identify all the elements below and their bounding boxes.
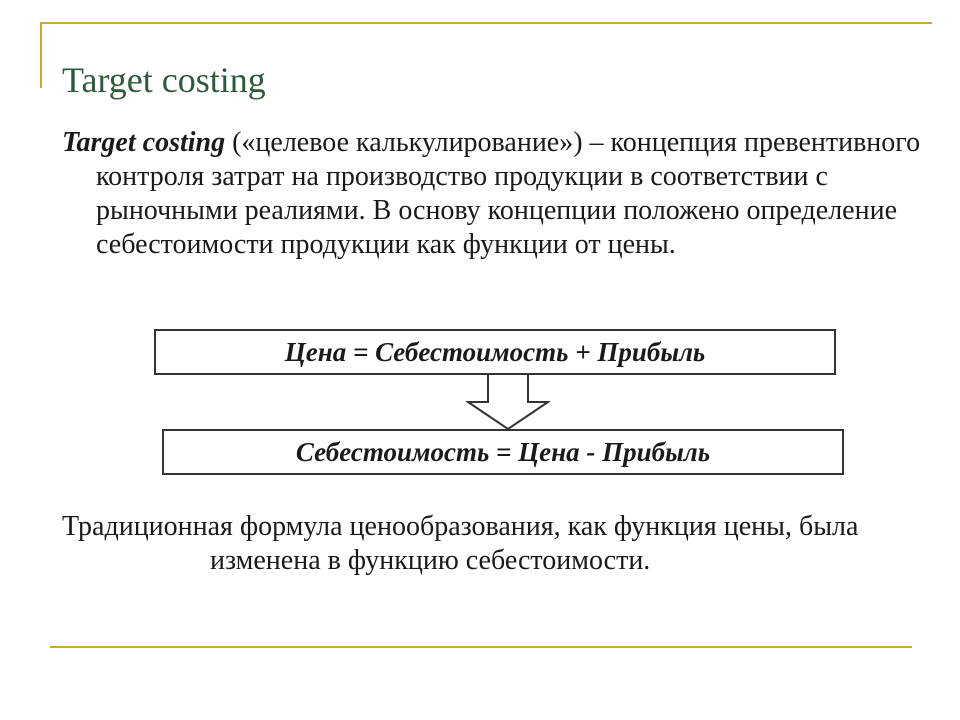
conclusion-text: Традиционная формула ценообразования, как функция цены, была изменена в функцию себестоимости. xyxy=(62,511,859,576)
conclusion-paragraph xyxy=(62,510,922,578)
frame-bottom-line xyxy=(50,646,912,648)
slide-title: Target costing xyxy=(62,60,266,100)
intro-paragraph xyxy=(62,126,922,262)
frame-top-line xyxy=(40,22,932,24)
frame-left-line xyxy=(40,22,42,88)
cost-formula-text: Себестоимость = Цена - Прибыль xyxy=(295,437,711,467)
price-formula-text: Цена = Себестоимость + Прибыль xyxy=(284,337,706,367)
down-arrow-icon xyxy=(466,374,550,430)
price-formula-box xyxy=(154,329,836,375)
intro-term: Target costing xyxy=(62,127,226,158)
cost-formula-box xyxy=(162,429,844,475)
intro-text: («целевое калькулирование») – концепция превентивного контроля затрат на производство продукции в соответствии с рыночными реалиями. В основу концепции положено определение себестоимости продукции как функции от цены. xyxy=(96,127,921,260)
